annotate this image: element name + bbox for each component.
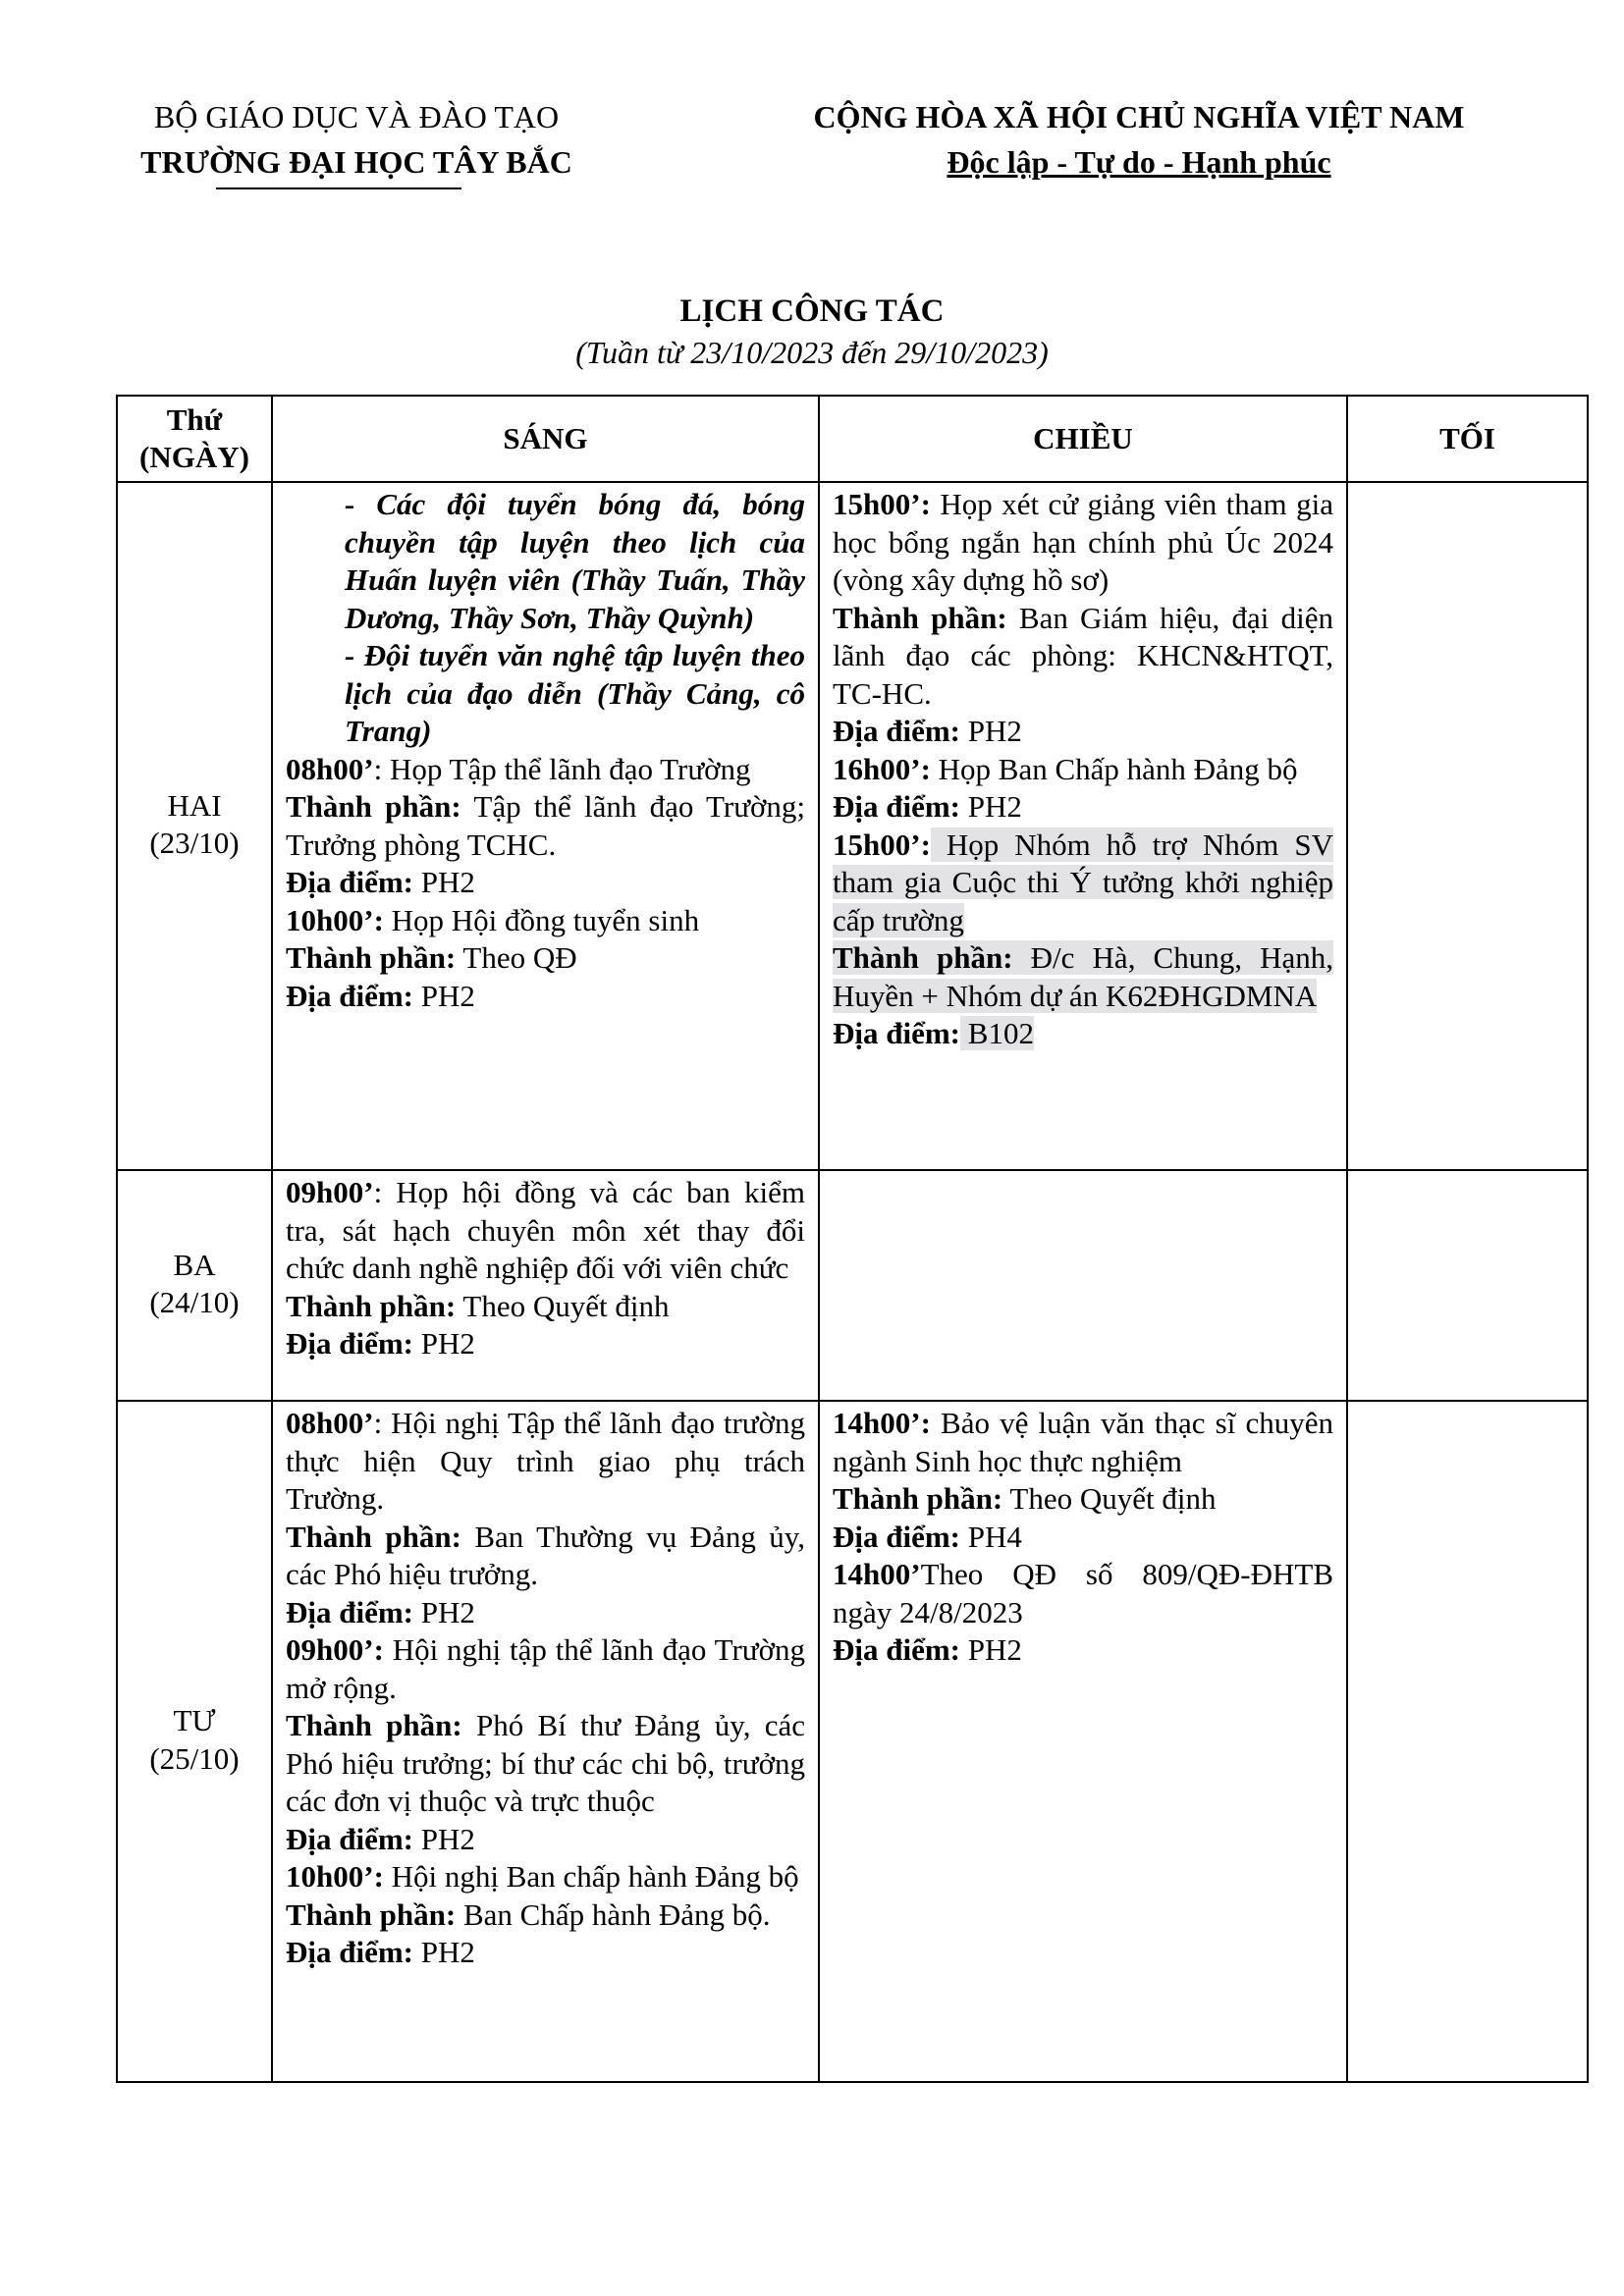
day-name: BA [173, 1247, 216, 1282]
event-title: Theo QĐ số 809/QĐ-ĐHTB ngày 24/8/2023 [833, 1557, 1333, 1629]
location-label: Địa điểm: [286, 1935, 414, 1969]
ministry-name: BỘ GIÁO DỤC VÀ ĐÀO TẠO [153, 99, 560, 134]
document-subtitle: (Tuần từ 23/10/2023 đến 29/10/2023) [575, 335, 1049, 370]
event-title: Họp Ban Chấp hành Đảng bộ [930, 751, 1298, 786]
event-heading [286, 1631, 805, 1707]
participants-value: Theo QĐ [456, 940, 577, 975]
evening-cell [1347, 1401, 1588, 2082]
header-day-line1: Thứ [166, 402, 223, 437]
national-header [795, 94, 1483, 185]
event-location [833, 1519, 1333, 1557]
event-heading [286, 751, 805, 789]
university-name: TRƯỜNG ĐẠI HỌC TÂY BẮC [140, 144, 572, 180]
header-underline [216, 187, 461, 189]
event-title: Họp Nhóm hỗ trợ Nhóm SV tham gia Cuộc thi Ý tưởng khởi nghiệp cấp trường [833, 827, 1333, 937]
morning-cell [272, 1170, 819, 1401]
day-cell [117, 1170, 272, 1401]
location-value: PH2 [413, 1594, 475, 1629]
sender-header [116, 94, 597, 185]
location-label: Địa điểm: [286, 1821, 414, 1856]
event-title: : Họp hội đồng và các ban kiểm tra, sát hạch chuyên môn xét thay đổi chức danh nghề nghiệp đối với viên chức [286, 1175, 805, 1285]
event-time: 10h00’: [286, 902, 384, 937]
event-time: 09h00’: [286, 1632, 384, 1667]
schedule-table [116, 395, 1589, 2083]
event-location [833, 788, 1333, 827]
location-value: PH2 [413, 1821, 475, 1856]
location-label: Địa điểm: [286, 1326, 414, 1361]
event-participants [286, 1896, 805, 1935]
header-day [117, 396, 272, 482]
event-time: 14h00’ [833, 1557, 921, 1591]
evening-cell [1347, 1170, 1588, 1401]
event-participants [286, 788, 805, 864]
table-row [117, 1401, 1588, 2082]
event-heading [286, 902, 805, 940]
event-location [286, 978, 805, 1016]
location-value: PH2 [413, 978, 475, 1013]
header-morning: SÁNG [272, 396, 819, 482]
participants-label: Thành phần: [286, 940, 457, 975]
afternoon-cell [819, 1401, 1347, 2082]
event-time: 09h00’ [286, 1175, 374, 1209]
location-label: Địa điểm: [286, 865, 414, 899]
participants-value: Theo Quyết định [456, 1288, 670, 1323]
event-participants [286, 1707, 805, 1821]
event-heading [833, 486, 1333, 600]
event-participants [286, 1288, 805, 1326]
event-time: 15h00’: [833, 487, 931, 521]
location-value: PH2 [413, 865, 475, 899]
participants-value: Ban Thường vụ Đảng ủy, các Phó hiệu trưởng. [286, 1519, 805, 1591]
national-motto: Độc lập - Tự do - Hạnh phúc [947, 144, 1331, 180]
event-title: Họp xét cử giảng viên tham gia học bổng ngắn hạn chính phủ Úc 2024 (vòng xây dựng hồ sơ) [833, 487, 1333, 597]
event-heading [833, 1405, 1333, 1480]
participants-label: Thành phần: [286, 789, 461, 824]
event-title: : Hội nghị Tập thể lãnh đạo trường thực hiện Quy trình giao phụ trách Trường. [286, 1406, 805, 1516]
location-value: PH2 [413, 1935, 475, 1969]
header-afternoon: CHIỀU [819, 396, 1347, 482]
participants-value: Ban Chấp hành Đảng bộ. [456, 1896, 771, 1932]
table-row [117, 482, 1588, 1170]
event-title: Hội nghị tập thể lãnh đạo Trường mở rộng. [286, 1632, 805, 1705]
document-title: LỊCH CÔNG TÁC [679, 294, 945, 329]
event-participants [833, 1480, 1333, 1519]
day-name: TƯ [173, 1703, 216, 1737]
event-participants [833, 600, 1333, 714]
event-location [286, 1821, 805, 1859]
participants-label: Thành phần: [833, 1481, 1003, 1516]
event-time: 10h00’: [286, 1859, 384, 1894]
location-value: PH2 [413, 1326, 475, 1361]
event-participants [286, 1519, 805, 1594]
afternoon-cell [819, 482, 1347, 1170]
republic-name: CỘNG HÒA XÃ HỘI CHỦ NGHĨA VIỆT NAM [813, 99, 1465, 134]
event-title: : Họp Tập thể lãnh đạo Trường [373, 751, 751, 786]
event-location [833, 1015, 1333, 1053]
day-date: (25/10) [149, 1740, 240, 1776]
location-value: B102 [960, 1016, 1034, 1050]
event-time: 14h00’: [833, 1406, 931, 1440]
event-location [286, 1325, 805, 1363]
participants-label: Thành phần: [286, 1519, 461, 1554]
afternoon-cell [819, 1170, 1347, 1401]
participants-label: Thành phần: [833, 600, 1007, 635]
event-location [286, 1934, 805, 1972]
location-label: Địa điểm: [833, 714, 961, 748]
participants-value: Đ/c Hà, Chung, Hạnh, Huyền + Nhóm dự án K62ĐHGDMNA [833, 940, 1333, 1013]
event-location [286, 1594, 805, 1632]
participants-value: Phó Bí thư Đảng ủy, các Phó hiệu trưởng; bí thư các chi bộ, trưởng các đơn vị thuộc và trực thuộc [286, 1708, 806, 1818]
schedule-note: - Đội tuyển văn nghệ tập luyện theo lịch của đạo diễn (Thầy Cảng, cô Trang) [345, 638, 805, 748]
participants-label: Thành phần: [286, 1288, 457, 1323]
participants-value: Tập thể lãnh đạo Trường; Trưởng phòng TCHC. [286, 789, 805, 862]
location-value: PH2 [960, 789, 1022, 824]
day-cell [117, 1401, 272, 2082]
event-title: Bảo vệ luận văn thạc sĩ chuyên ngành Sinh học thực nghiệm [833, 1406, 1333, 1478]
location-label: Địa điểm: [286, 1594, 414, 1629]
event-time: 15h00’: [833, 827, 931, 862]
event-time: 08h00’ [286, 751, 374, 786]
location-label: Địa điểm: [833, 789, 961, 824]
table-header-row [117, 396, 1588, 482]
day-name: HAI [167, 787, 222, 823]
event-heading [833, 1556, 1333, 1631]
event-time: 16h00’: [833, 751, 931, 786]
participants-label: Thành phần: [833, 940, 1013, 975]
day-date: (24/10) [149, 1285, 240, 1319]
event-heading [286, 1858, 805, 1896]
event-heading [833, 827, 1333, 940]
morning-cell [272, 1401, 819, 2082]
location-value: PH2 [960, 714, 1022, 748]
location-label: Địa điểm: [833, 1016, 961, 1050]
header-day-line2: (NGÀY) [139, 440, 249, 474]
event-heading [286, 1174, 805, 1288]
schedule-note: - Các đội tuyển bóng đá, bóng chuyền tập luyện theo lịch của Huấn luyện viên (Thầy Tuấn, Thầy Dương, Thầy Sơn, Thầy Quỳnh) [345, 487, 805, 635]
event-heading [833, 751, 1333, 789]
event-time: 08h00’ [286, 1406, 374, 1440]
event-participants [833, 939, 1333, 1015]
location-label: Địa điểm: [833, 1632, 961, 1667]
participants-value: Theo Quyết định [1002, 1481, 1217, 1516]
evening-cell [1347, 482, 1588, 1170]
event-location [833, 713, 1333, 751]
day-date: (23/10) [149, 826, 240, 860]
location-label: Địa điểm: [833, 1519, 961, 1554]
event-location [286, 864, 805, 902]
participants-value: Ban Giám hiệu, đại diện lãnh đạo các phòng: KHCN&HTQT, TC-HC. [833, 600, 1333, 711]
morning-cell [272, 482, 819, 1170]
location-label: Địa điểm: [286, 978, 414, 1013]
participants-label: Thành phần: [286, 1896, 457, 1932]
event-heading [286, 1405, 805, 1519]
day-cell [117, 482, 272, 1170]
header-evening: TỐI [1347, 396, 1588, 482]
event-participants [286, 939, 805, 978]
event-location [833, 1631, 1333, 1670]
location-value: PH2 [960, 1632, 1022, 1667]
event-title: Họp Hội đồng tuyển sinh [383, 902, 700, 937]
location-value: PH4 [960, 1519, 1022, 1554]
event-title: Hội nghị Ban chấp hành Đảng bộ [383, 1859, 799, 1894]
table-row [117, 1170, 1588, 1401]
participants-label: Thành phần: [286, 1708, 462, 1742]
